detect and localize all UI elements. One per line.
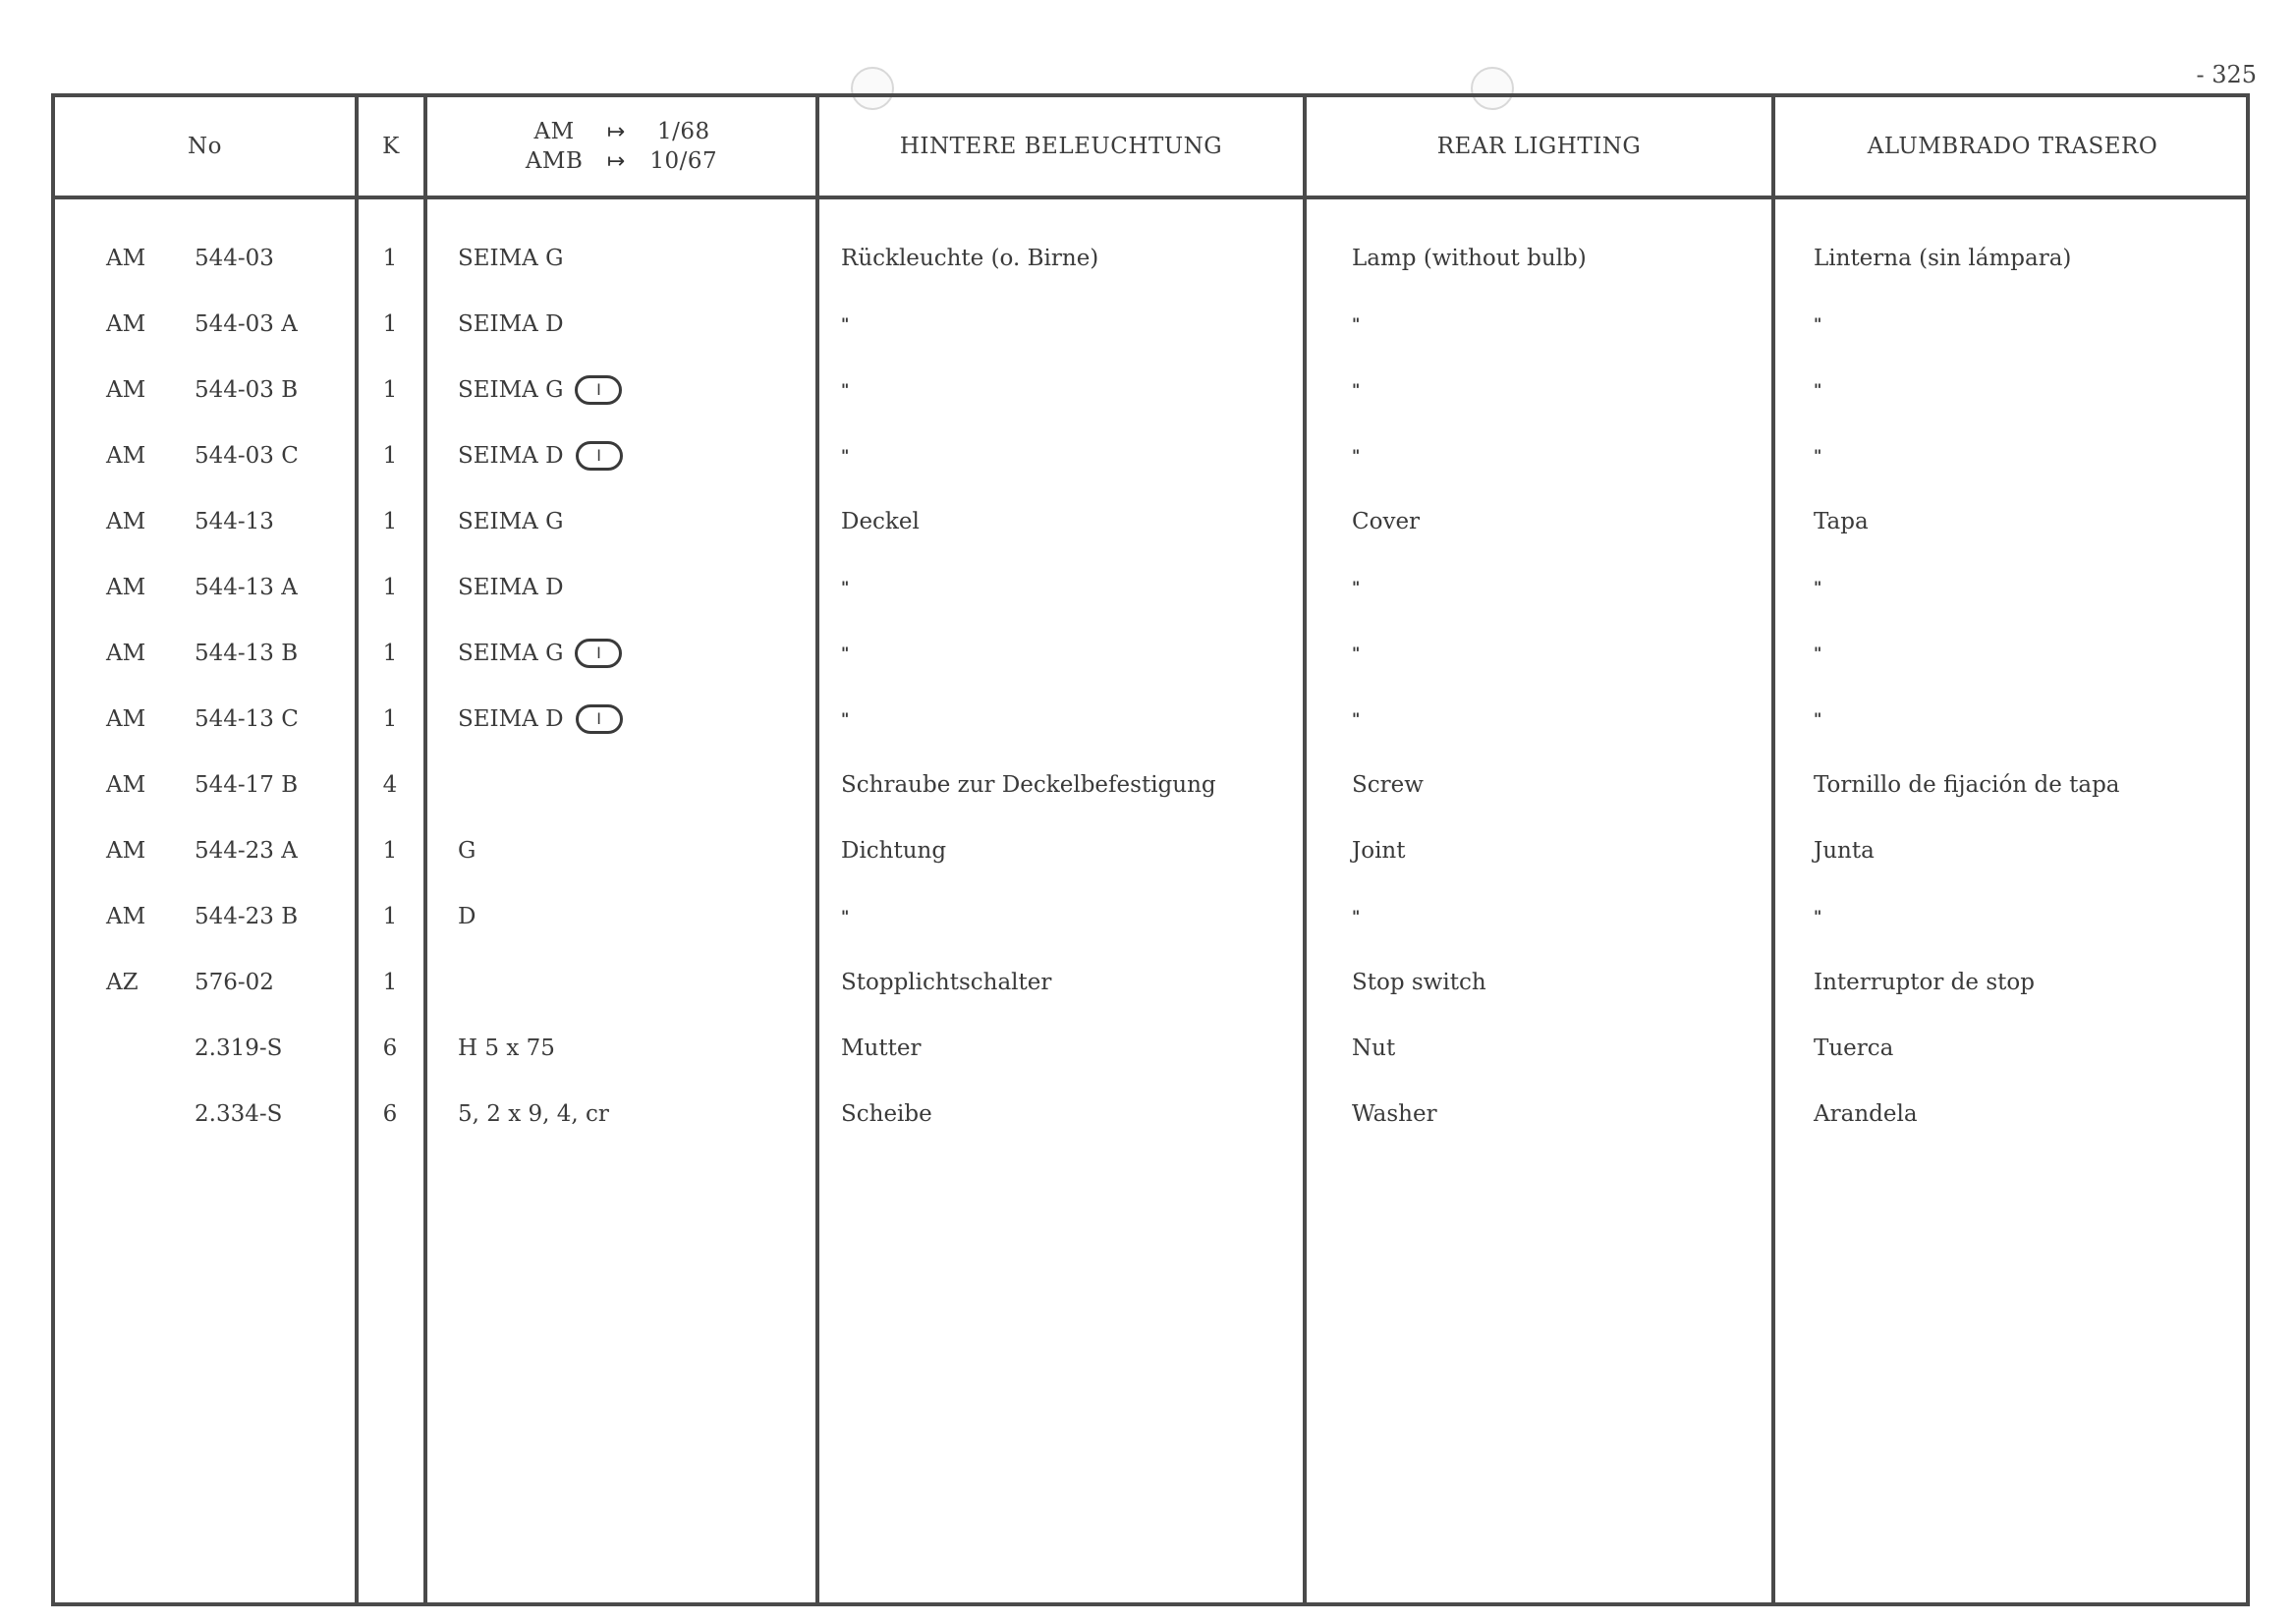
- validity-arrow-icon: ↦: [606, 119, 626, 144]
- specification: [458, 554, 831, 620]
- specification-text: D: [458, 903, 476, 929]
- description-spanish: ": [1814, 644, 1821, 662]
- specification-text: SEIMA D: [458, 442, 564, 469]
- description-english: ": [1352, 709, 1360, 728]
- description-spanish: ": [1814, 446, 1821, 465]
- quantity: 1: [382, 574, 398, 600]
- description-german: ": [841, 380, 849, 399]
- validity-arrow-icon: ↦: [606, 148, 626, 174]
- description-spanish: ": [1814, 709, 1821, 728]
- description-german: ": [841, 578, 849, 596]
- part-prefix: AM: [106, 376, 146, 403]
- specification-text: SEIMA G: [458, 640, 564, 666]
- description-english: ": [1352, 380, 1360, 399]
- variant-badge-icon: I: [575, 375, 622, 405]
- description-english: Joint: [1352, 837, 1406, 864]
- specification: [458, 752, 831, 817]
- description-spanish: ": [1814, 380, 1821, 399]
- description-english: Washer: [1352, 1100, 1437, 1127]
- specification: [458, 1081, 831, 1147]
- description-spanish: Tuerca: [1814, 1035, 1894, 1061]
- table-row: [55, 620, 2246, 686]
- specification-text: G: [458, 837, 476, 864]
- part-prefix: AM: [106, 245, 146, 271]
- part-prefix: AM: [106, 442, 146, 469]
- specification: [458, 817, 831, 883]
- description-german: Mutter: [841, 1035, 922, 1061]
- quantity: 4: [382, 771, 398, 798]
- specification-text: SEIMA D: [458, 705, 564, 732]
- specification: [458, 488, 831, 554]
- validity-block: [526, 119, 717, 174]
- description-spanish: Interruptor de stop: [1814, 969, 2035, 995]
- part-number: 2.334-S: [195, 1100, 283, 1127]
- header-rule: [55, 196, 2246, 199]
- header-spanish: ALUMBRADO TRASERO: [1867, 134, 2158, 159]
- quantity: 1: [382, 245, 398, 271]
- specification: [458, 225, 831, 291]
- quantity: 6: [382, 1035, 398, 1061]
- header-validity: [427, 97, 815, 196]
- specification: [458, 1015, 831, 1081]
- specification-text: 5, 2 x 9, 4, cr: [458, 1100, 609, 1127]
- description-english: ": [1352, 644, 1360, 662]
- table-row: [55, 752, 2246, 817]
- validity-model-amb: AMB: [525, 148, 584, 174]
- header-no: No: [188, 134, 222, 159]
- description-english: Screw: [1352, 771, 1424, 798]
- specification: [458, 357, 831, 422]
- part-prefix: AM: [106, 508, 146, 534]
- table-row: [55, 883, 2246, 949]
- specification-text: SEIMA D: [458, 310, 564, 337]
- part-number: 544-23 A: [195, 837, 298, 864]
- quantity: 1: [382, 310, 398, 337]
- part-prefix: AM: [106, 771, 146, 798]
- description-german: Rückleuchte (o. Birne): [841, 245, 1099, 271]
- description-english: ": [1352, 314, 1360, 333]
- part-prefix: AM: [106, 574, 146, 600]
- specification-text: SEIMA D: [458, 574, 564, 600]
- description-english: Stop switch: [1352, 969, 1486, 995]
- table-row: [55, 488, 2246, 554]
- quantity: 1: [382, 837, 398, 864]
- specification: [458, 422, 831, 488]
- description-spanish: ": [1814, 578, 1821, 596]
- part-prefix: [106, 1081, 185, 1147]
- description-german: Dichtung: [841, 837, 947, 864]
- table-row: [55, 422, 2246, 488]
- header-k: K: [382, 134, 400, 159]
- description-german: Deckel: [841, 508, 920, 534]
- description-english: ": [1352, 578, 1360, 596]
- description-english: ": [1352, 907, 1360, 925]
- variant-badge-icon: I: [575, 639, 622, 668]
- quantity: 6: [382, 1100, 398, 1127]
- quantity: 1: [382, 705, 398, 732]
- description-spanish: Junta: [1814, 837, 1875, 864]
- part-prefix: AM: [106, 705, 146, 732]
- part-prefix: AZ: [106, 969, 139, 995]
- quantity: 1: [382, 508, 398, 534]
- part-number: 544-03: [195, 245, 274, 271]
- description-spanish: Arandela: [1814, 1100, 1918, 1127]
- table-row: [55, 949, 2246, 1015]
- part-number: 544-13 B: [195, 640, 299, 666]
- part-prefix: AM: [106, 903, 146, 929]
- specification-text: SEIMA G: [458, 376, 564, 403]
- description-spanish: ": [1814, 907, 1821, 925]
- description-german: ": [841, 709, 849, 728]
- description-english: Lamp (without bulb): [1352, 245, 1587, 271]
- quantity: 1: [382, 903, 398, 929]
- validity-date-am: 1/68: [656, 119, 710, 144]
- part-number: 544-03 B: [195, 376, 299, 403]
- description-german: Schraube zur Deckelbefestigung: [841, 771, 1216, 798]
- table-row: [55, 1015, 2246, 1081]
- part-number: 544-03 C: [195, 442, 299, 469]
- parts-table: [51, 93, 2250, 1606]
- part-number: 544-03 A: [195, 310, 298, 337]
- quantity: 1: [382, 969, 398, 995]
- variant-badge-icon: I: [576, 441, 623, 471]
- quantity: 1: [382, 376, 398, 403]
- specification: [458, 686, 831, 752]
- description-german: ": [841, 314, 849, 333]
- description-german: ": [841, 644, 849, 662]
- part-number: 544-13 A: [195, 574, 298, 600]
- validity-model-am: AM: [533, 119, 575, 144]
- part-number: 576-02: [195, 969, 274, 995]
- description-spanish: Linterna (sin lámpara): [1814, 245, 2072, 271]
- description-spanish: Tornillo de fijación de tapa: [1814, 771, 2120, 798]
- specification-text: H 5 x 75: [458, 1035, 555, 1061]
- validity-date-amb: 10/67: [649, 148, 718, 174]
- part-prefix: [106, 1015, 185, 1081]
- part-prefix: AM: [106, 837, 146, 864]
- description-german: ": [841, 907, 849, 925]
- table-row: [55, 817, 2246, 883]
- table-row: [55, 686, 2246, 752]
- table-row: [55, 225, 2246, 291]
- variant-badge-icon: I: [576, 704, 623, 734]
- part-number: 544-23 B: [195, 903, 299, 929]
- part-number: 544-13: [195, 508, 274, 534]
- description-spanish: ": [1814, 314, 1821, 333]
- description-english: ": [1352, 446, 1360, 465]
- specification: [458, 291, 831, 357]
- description-german: ": [841, 446, 849, 465]
- specification: [458, 620, 831, 686]
- page-number: - 325: [2196, 61, 2257, 88]
- quantity: 1: [382, 442, 398, 469]
- specification-text: SEIMA G: [458, 245, 564, 271]
- description-spanish: Tapa: [1814, 508, 1869, 534]
- header-german: HINTERE BELEUCHTUNG: [899, 134, 1223, 159]
- specification: [458, 883, 831, 949]
- part-prefix: AM: [106, 310, 146, 337]
- table-row: [55, 1081, 2246, 1147]
- specification: [458, 949, 831, 1015]
- specification-text: SEIMA G: [458, 508, 564, 534]
- part-number: 544-17 B: [195, 771, 299, 798]
- part-number: 2.319-S: [195, 1035, 283, 1061]
- part-prefix: AM: [106, 640, 146, 666]
- table-row: [55, 357, 2246, 422]
- description-english: Nut: [1352, 1035, 1396, 1061]
- description-english: Cover: [1352, 508, 1421, 534]
- part-number: 544-13 C: [195, 705, 299, 732]
- table-row: [55, 291, 2246, 357]
- quantity: 1: [382, 640, 398, 666]
- table-row: [55, 554, 2246, 620]
- description-german: Scheibe: [841, 1100, 932, 1127]
- header-english: REAR LIGHTING: [1436, 134, 1642, 159]
- description-german: Stopplichtschalter: [841, 969, 1052, 995]
